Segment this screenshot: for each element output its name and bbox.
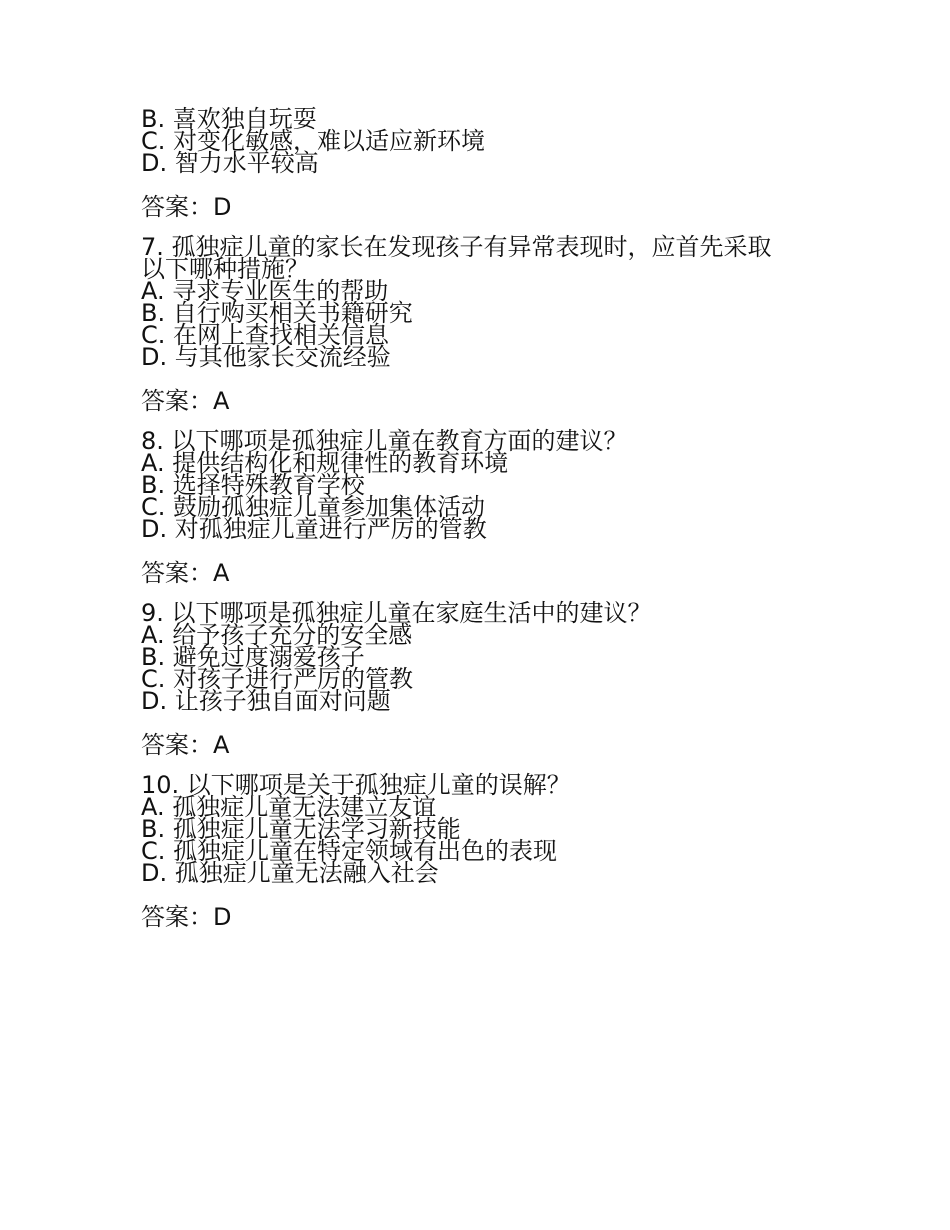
- question-7: [141, 233, 841, 371]
- question-text-cont: 以下哪种措施？: [141, 255, 309, 283]
- answer-10: 答案：D: [141, 903, 232, 931]
- answer-7: 答案：A: [141, 387, 230, 415]
- option-c: C. 对孩子进行严厉的管教: [141, 665, 414, 693]
- option-d: D. 对孤独症儿童进行严厉的管教: [141, 515, 487, 543]
- question-10: [141, 771, 841, 887]
- option-a: A. 给予孩子充分的安全感: [141, 621, 413, 649]
- option-a: A. 孤独症儿童无法建立友谊: [141, 793, 437, 821]
- question-8: [141, 427, 841, 543]
- option-c: C. 孤独症儿童在特定领域有出色的表现: [141, 837, 558, 865]
- option-a: A. 提供结构化和规律性的教育环境: [141, 449, 509, 477]
- question-text: 9. 以下哪项是孤独症儿童在家庭生活中的建议？: [141, 599, 652, 627]
- answer-6: 答案：D: [141, 193, 232, 221]
- option-a: A. 寻求专业医生的帮助: [141, 277, 389, 305]
- option-d: D. 让孩子独自面对问题: [141, 687, 391, 715]
- question-6-continued: [141, 105, 841, 177]
- option-c: C. 在网上查找相关信息: [141, 321, 390, 349]
- option-b: B. 避免过度溺爱孩子: [141, 643, 365, 671]
- option-d: D. 智力水平较高: [141, 149, 319, 177]
- question-text: 7. 孤独症儿童的家长在发现孩子有异常表现时，应首先采取: [141, 233, 772, 261]
- document-page: [141, 105, 841, 946]
- option-c: C. 对变化敏感，难以适应新环境: [141, 127, 486, 155]
- option-b: B. 选择特殊教育学校: [141, 471, 365, 499]
- answer-9: 答案：A: [141, 731, 230, 759]
- option-b: B. 喜欢独自玩耍: [141, 105, 317, 133]
- option-b: B. 孤独症儿童无法学习新技能: [141, 815, 461, 843]
- option-c: C. 鼓励孤独症儿童参加集体活动: [141, 493, 486, 521]
- question-text: 10. 以下哪项是关于孤独症儿童的误解？: [141, 771, 571, 799]
- question-9: [141, 599, 841, 715]
- option-d: D. 与其他家长交流经验: [141, 343, 391, 371]
- question-text: 8. 以下哪项是孤独症儿童在教育方面的建议？: [141, 427, 628, 455]
- answer-8: 答案：A: [141, 559, 230, 587]
- option-b: B. 自行购买相关书籍研究: [141, 299, 413, 327]
- option-d: D. 孤独症儿童无法融入社会: [141, 859, 439, 887]
